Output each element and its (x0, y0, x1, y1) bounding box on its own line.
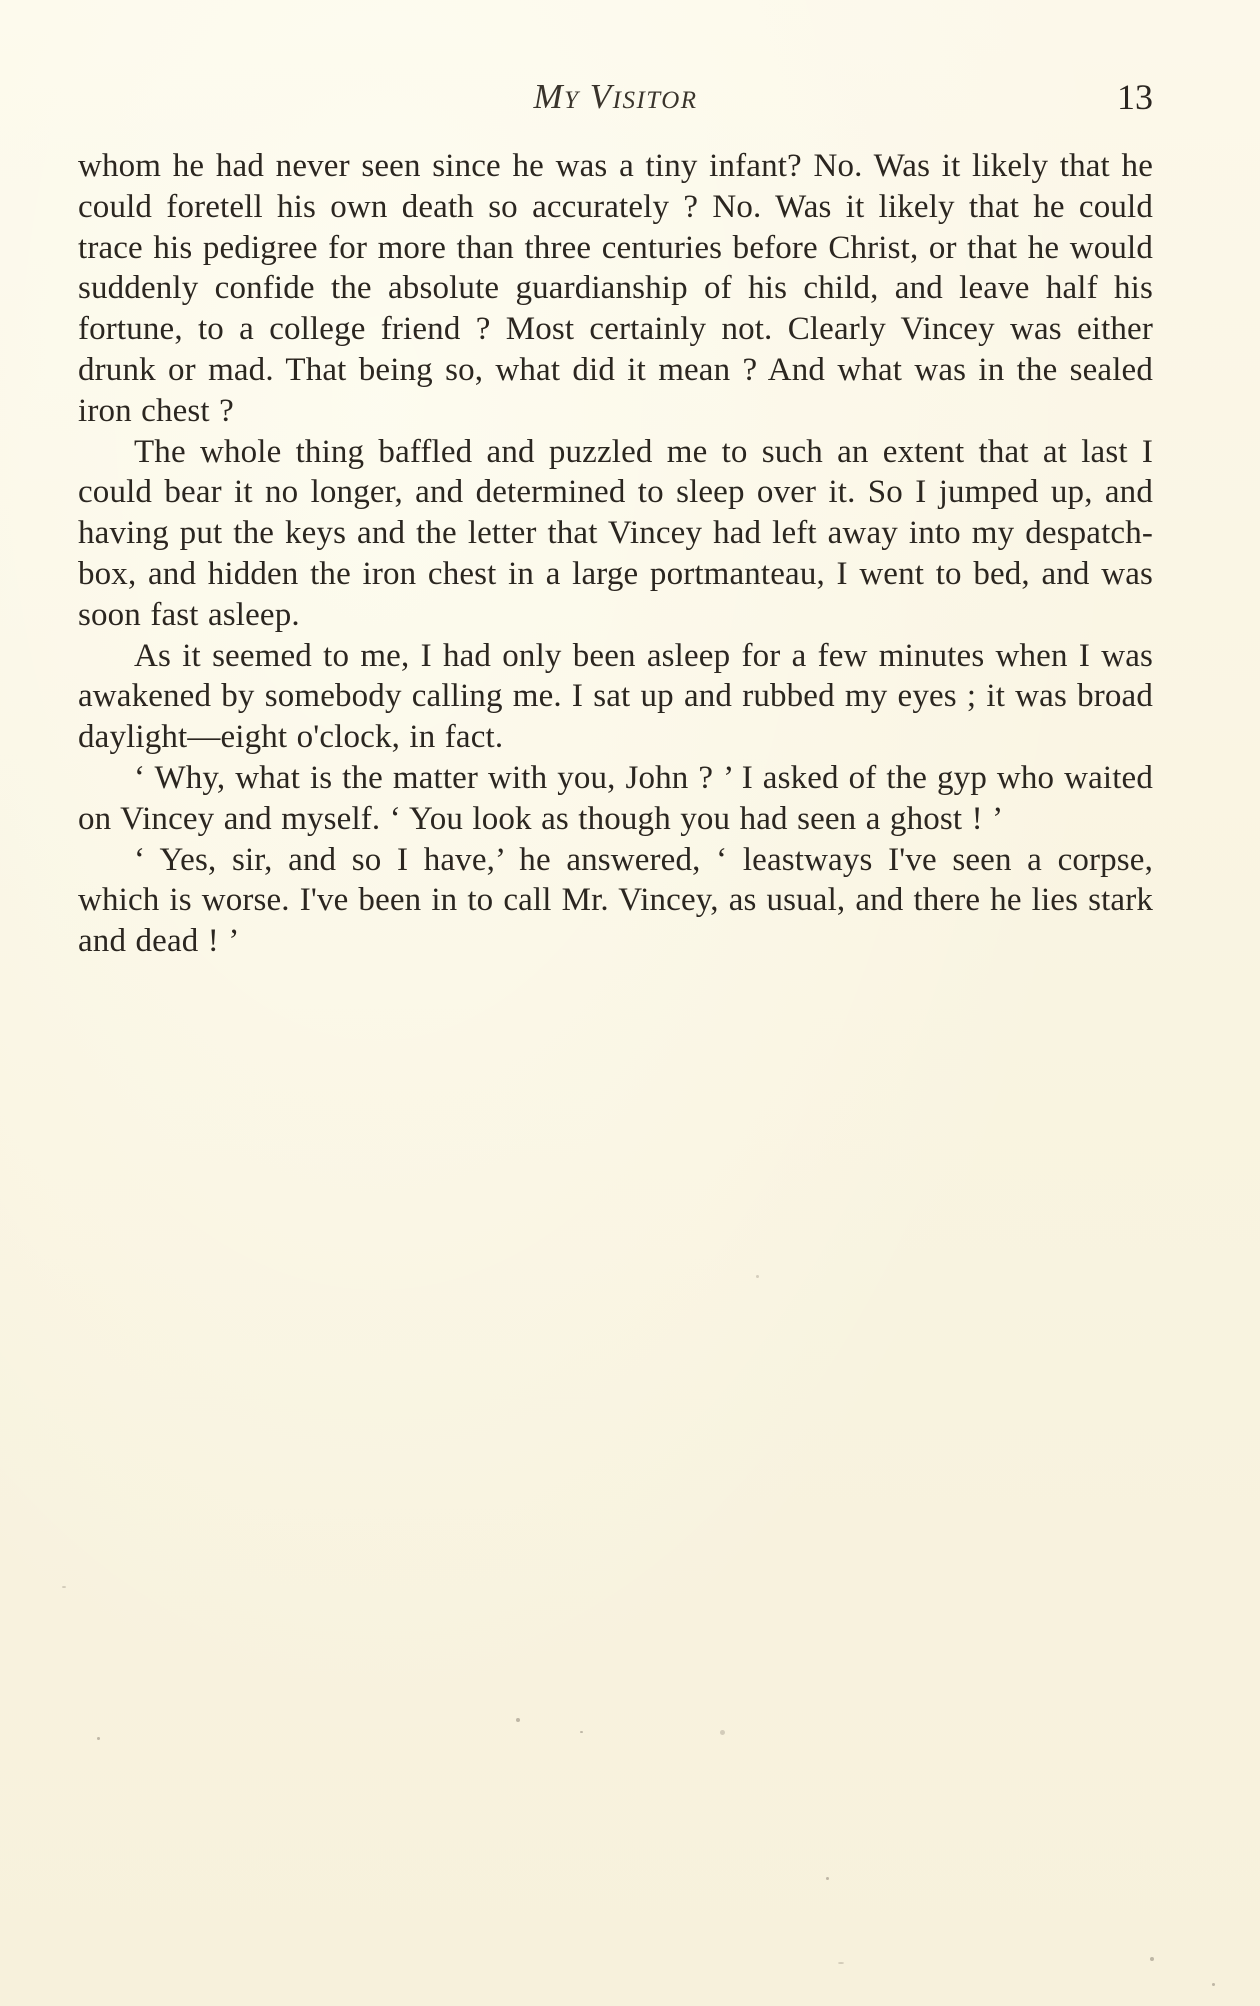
paragraph: ‘ Why, what is the matter with you, John ? ’ I asked of the gyp who waited on Vincey and myself. ‘ You look as though you had seen a ghost ! ’ (78, 759, 1153, 837)
paper-speck (756, 1275, 759, 1278)
paper-speck (720, 1730, 725, 1735)
page-number: 13 (1117, 77, 1153, 117)
running-head-title (78, 70, 1153, 124)
body-text (78, 146, 1153, 962)
paper-speck (826, 1877, 829, 1880)
running-head (78, 70, 1153, 124)
paper-speck (62, 1586, 66, 1588)
paper-speck (1212, 1983, 1215, 1986)
paragraph: The whole thing baffled and puzzled me to such an extent that at last I could bear it no longer, and determined to sleep over it. So I jumped up, and having put the keys and the letter that Vincey had left away into my despatch-box, and hidden the iron chest in a large portmanteau, I went to bed, and was soon fast asleep. (78, 433, 1153, 633)
paper-speck (516, 1718, 520, 1722)
paper-speck (580, 1731, 583, 1733)
paper-speck (838, 1962, 844, 1964)
paragraph-continuation: whom he had never seen since he was a tiny infant? No. Was it likely that he could foretell his own death so accurately ? No. Was it likely that he could trace his pedigree for more than three centuries before Christ, or that he would suddenly confide the absolute guardianship of his child, and leave half his fortune, to a college friend ? Most certainly not. Clearly Vincey was either drunk or mad. That being so, what did it mean ? And what was in the sealed iron chest ? (78, 148, 1153, 429)
paragraph: ‘ Yes, sir, and so I have,’ he answered, ‘ leastways I've seen a corpse, which is worse. I've been in to call Mr. Vincey, as usual, and there he lies stark and dead ! ’ (78, 841, 1153, 960)
paper-speck (1150, 1957, 1154, 1961)
paper-speck (97, 1737, 100, 1740)
running-head-title-text: My Visitor (533, 77, 698, 116)
paragraph: As it seemed to me, I had only been asleep for a few minutes when I was awakened by somebody calling me. I sat up and rubbed my eyes ; it was broad daylight—eight o'clock, in fact. (78, 637, 1153, 756)
